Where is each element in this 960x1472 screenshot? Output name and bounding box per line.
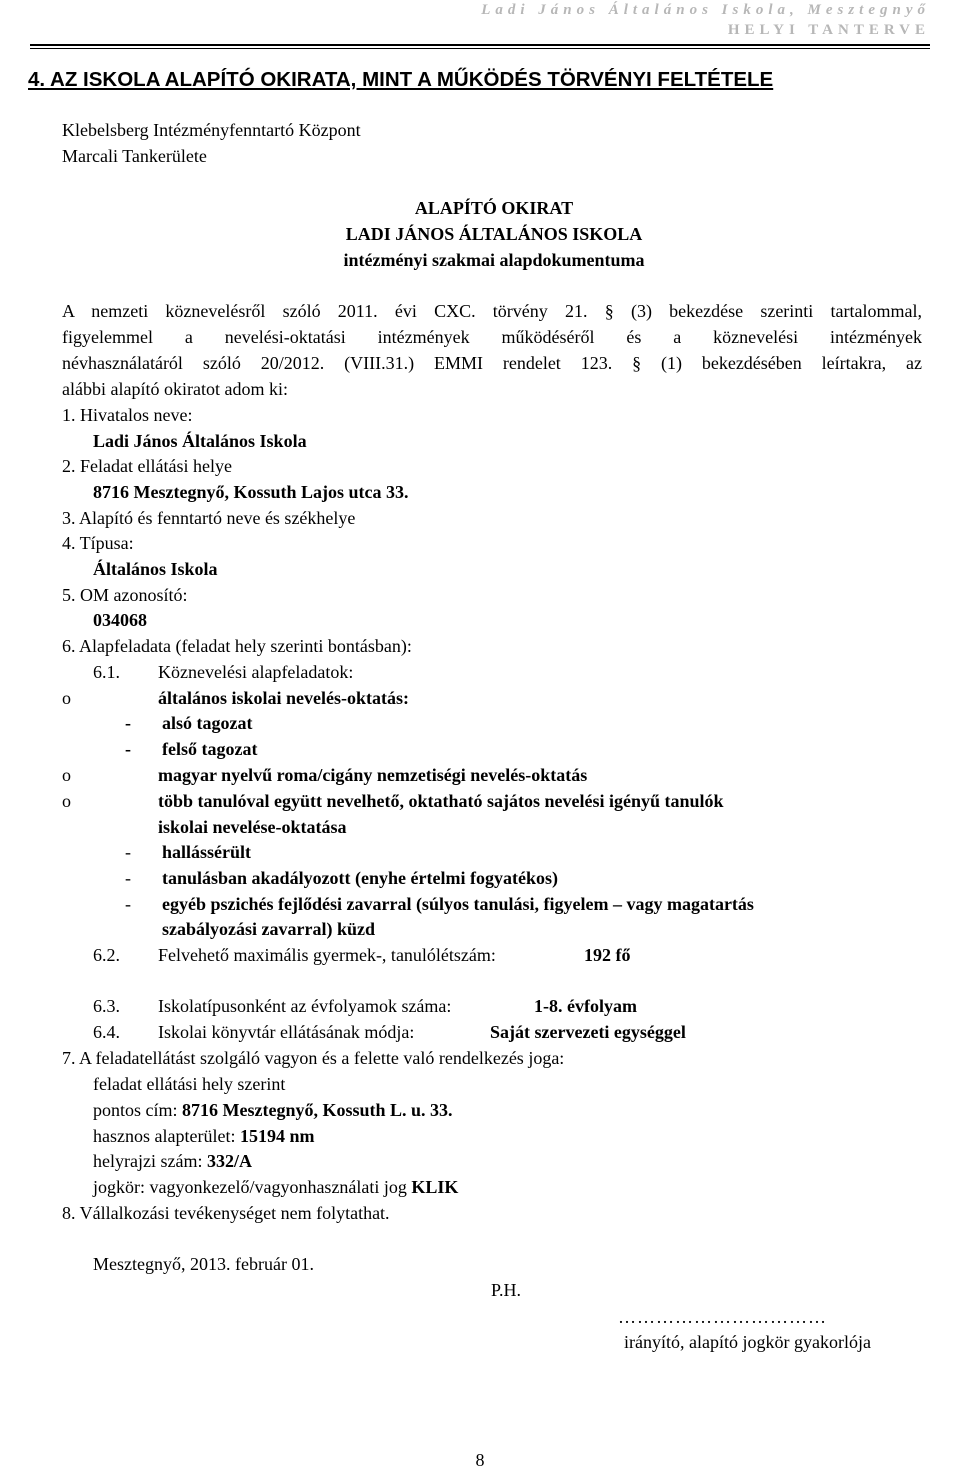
parcel-label: helyrajzi szám:	[93, 1151, 203, 1171]
item-7-scope: feladat ellátási hely szerint	[93, 1074, 286, 1094]
dash: -	[125, 739, 131, 759]
item-7-area	[93, 1127, 314, 1145]
intro-line: A nemzeti köznevelésről szóló 2011. évi CXC. törvény 21. § (3) bekezdése szerinti tartalommal,	[62, 301, 922, 321]
section-heading: 4. AZ ISKOLA ALAPÍTÓ OKIRATA, MINT A MŰKÖDÉS TÖRVÉNYI FELTÉTELE	[28, 68, 774, 91]
dash: -	[125, 842, 131, 862]
item-2-value: 8716 Mesztegnyő, Kossuth Lajos utca 33.	[93, 482, 409, 502]
task-sen-line-2: iskolai nevelése-oktatása	[158, 817, 347, 837]
intro-line: névhasználatáról szóló 20/2012. (VIII.31.) EMMI rendelet 123. § (1) bekezdésében leírtakra, az	[62, 353, 922, 373]
item-6-4-label: Iskolai könyvtár ellátásának módja:	[158, 1022, 415, 1042]
item-6-3-value: 1-8. évfolyam	[534, 996, 637, 1016]
dash: -	[125, 868, 131, 888]
item-7-parcel	[93, 1152, 252, 1170]
rights-value: KLIK	[411, 1177, 459, 1197]
item-6-label: 6. Alapfeladata (feladat hely szerinti bontásban):	[62, 636, 412, 656]
item-8-label: 8. Vállalkozási tevékenységet nem folytathat.	[62, 1203, 390, 1223]
bullet-o: o	[62, 688, 71, 708]
task-general-education: általános iskolai nevelés-oktatás:	[158, 688, 410, 708]
task-hearing-impaired: hallássérült	[162, 842, 252, 862]
address-label: pontos cím:	[93, 1100, 178, 1120]
item-4-value: Általános Iskola	[93, 559, 218, 579]
signer-title: irányító, alapító jogkör gyakorlója	[624, 1332, 871, 1352]
item-5-label: 5. OM azonosító:	[62, 585, 188, 605]
item-3-label: 3. Alapító és fenntartó neve és székhelye	[62, 508, 356, 528]
item-6-2-number: 6.2.	[93, 945, 120, 965]
task-upper-grades: felső tagozat	[162, 739, 258, 759]
issuer-line-1: Klebelsberg Intézményfenntartó Központ	[62, 120, 361, 140]
dash: -	[125, 713, 131, 733]
item-6-3-label: Iskolatípusonként az évfolyamok száma:	[158, 996, 452, 1016]
header-rule	[30, 44, 930, 46]
item-6-4-value: Saját szervezeti egységgel	[490, 1022, 686, 1042]
task-other-disorder-1: egyéb pszichés fejlődési zavarral (súlyos tanulási, figyelem – vagy magatartás	[162, 894, 754, 914]
task-sen-line-1: több tanulóval együtt nevelhető, oktatható sajátos nevelési igényű tanulók	[158, 791, 724, 811]
header-rule-thin	[30, 48, 930, 49]
item-6-1-label: Köznevelési alapfeladatok:	[158, 662, 354, 682]
parcel-value: 332/A	[206, 1151, 252, 1171]
item-6-2-value: 192 fő	[584, 945, 631, 965]
task-lower-grades: alsó tagozat	[162, 713, 253, 733]
rights-label: jogkör: vagyonkezelő/vagyonhasználati jog	[93, 1177, 407, 1197]
bullet-o: o	[62, 791, 71, 811]
task-other-disorder-2: szabályozási zavarral) küzd	[162, 919, 375, 939]
item-1-label: 1. Hivatalos neve:	[62, 405, 193, 425]
doc-title-3: intézményi szakmai alapdokumentuma	[343, 250, 645, 270]
item-6-1-number: 6.1.	[93, 662, 120, 682]
intro-paragraph	[62, 298, 922, 402]
bullet-o: o	[62, 765, 71, 785]
doc-title-2: LADI JÁNOS ÁLTALÁNOS ISKOLA	[345, 224, 643, 244]
running-header-school: Ladi János Általános Iskola, Mesztegnyő	[481, 2, 930, 18]
item-5-value: 034068	[93, 610, 147, 630]
item-6-4-number: 6.4.	[93, 1022, 120, 1042]
intro-line: figyelemmel a nevelési-oktatási intézmények működéséről és a köznevelési intézmények	[62, 327, 922, 347]
intro-line: alábbi alapító okiratot adom ki:	[62, 379, 288, 399]
task-learning-disabled: tanulásban akadályozott (enyhe értelmi fogyatékos)	[162, 868, 558, 888]
place-and-date: Mesztegnyő, 2013. február 01.	[93, 1254, 314, 1274]
page-number: 8	[475, 1450, 485, 1470]
signature-line: ……………………………	[618, 1307, 827, 1327]
issuer-line-2: Marcali Tankerülete	[62, 146, 207, 166]
task-roma-education: magyar nyelvű roma/cigány nemzetiségi nevelés-oktatás	[158, 765, 588, 785]
doc-title-1: ALAPÍTÓ OKIRAT	[414, 198, 574, 218]
stamp-placeholder: P.H.	[491, 1280, 522, 1300]
dash: -	[125, 894, 131, 914]
item-7-label: 7. A feladatellátást szolgáló vagyon és a felette való rendelkezés joga:	[62, 1048, 565, 1068]
area-value: 15194 nm	[239, 1126, 315, 1146]
item-7-address	[93, 1101, 453, 1119]
address-value: 8716 Mesztegnyő, Kossuth L. u. 33.	[182, 1100, 453, 1120]
item-7-rights	[93, 1178, 458, 1196]
item-6-3-number: 6.3.	[93, 996, 120, 1016]
item-1-value: Ladi János Általános Iskola	[93, 431, 307, 451]
item-4-label: 4. Típusa:	[62, 533, 134, 553]
area-label: hasznos alapterület:	[93, 1126, 236, 1146]
item-2-label: 2. Feladat ellátási helye	[62, 456, 232, 476]
item-6-2-label: Felvehető maximális gyermek-, tanulólétszám:	[158, 945, 496, 965]
running-header-title: HELYI TANTERVE	[727, 22, 930, 38]
